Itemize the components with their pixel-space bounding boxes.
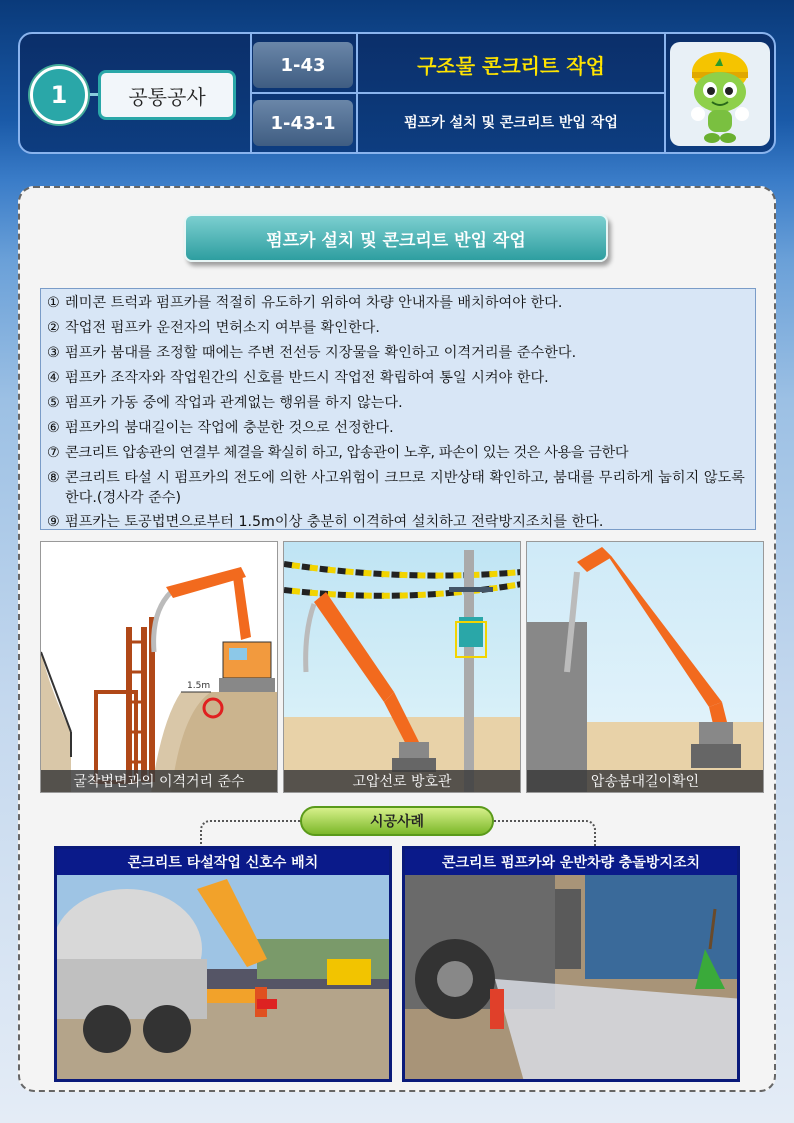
item-text: 콘크리트 타설 시 펌프카의 전도에 의한 사고위험이 크므로 지반상태 확인하고, 붐대를 무리하게 눕히지 않도록 한다.(경사각 준수) [65, 470, 745, 506]
divider [664, 34, 666, 152]
code-sub: 1-43-1 [253, 100, 353, 146]
photo-caption: 콘크리트 펌프카와 운반차량 충돌방지조치 [405, 849, 737, 875]
item-text: 콘크리트 압송관의 연결부 체결을 확실히 하고, 압송관이 노후, 파손이 있는 것은 사용을 금한다 [65, 445, 629, 461]
page-title: 구조물 콘크리트 작업 [417, 53, 605, 78]
photo-collision-prevention [402, 846, 740, 1082]
illustration-caption: 굴착법면과의 이격거리 준수 [41, 770, 277, 792]
item-text: 펌프카 조작자와 작업원간의 신호를 반드시 작업전 확립하여 통일 시켜야 한다. [65, 370, 549, 386]
item-number: ⑨ [47, 514, 60, 530]
illustration-caption: 압송붐대길이확인 [527, 770, 763, 792]
item-text: 펌프카 붐대를 조정할 때에는 주변 전선등 지장물을 확인하고 이격거리를 준수한다. [65, 345, 577, 361]
item-text: 작업전 펌프카 운전자의 면허소지 여부를 확인한다. [65, 320, 380, 336]
photo-caption: 콘크리트 타설작업 신호수 배치 [57, 849, 389, 875]
illustration-caption: 고압선로 방호관 [284, 770, 520, 792]
item-text: 펌프카는 토공법면으로부터 1.5m이상 충분히 이격하여 설치하고 전락방지조치를 한다. [65, 514, 604, 530]
list-item [47, 416, 749, 441]
connector-line [494, 820, 596, 848]
item-number: ⑤ [47, 395, 60, 411]
item-number: ② [47, 320, 60, 336]
item-number: ③ [47, 345, 60, 361]
section-title: 펌프카 설치 및 콘크리트 반입 작업 [184, 214, 608, 262]
connector-line [200, 820, 302, 848]
section-number-badge: 1 [30, 66, 88, 124]
item-text: 레미콘 트럭과 펌프카를 적절히 유도하기 위하여 차량 안내자를 배치하여야 한다. [65, 295, 563, 311]
rules-box [40, 288, 756, 530]
list-item [47, 391, 749, 416]
item-number: ① [47, 295, 60, 311]
list-item [47, 341, 749, 366]
list-item [47, 441, 749, 466]
page-subtitle: 펌프카 설치 및 콘크리트 반입 작업 [404, 115, 618, 131]
illustration-power-line [283, 541, 521, 793]
item-number: ⑧ [47, 470, 60, 486]
list-item [47, 316, 749, 341]
code-main: 1-43 [253, 42, 353, 88]
list-item [47, 366, 749, 391]
item-number: ⑦ [47, 445, 60, 461]
section-name-box: 공통공사 [98, 70, 236, 120]
list-item [47, 291, 749, 316]
photo-signalman [54, 846, 392, 1082]
illustration-boom-length [526, 541, 764, 793]
dimension-label: 1.5m [187, 681, 211, 691]
item-number: ⑥ [47, 420, 60, 436]
item-text: 펌프카 가동 중에 작업과 관계없는 행위를 하지 않는다. [65, 395, 403, 411]
list-item [47, 510, 749, 535]
mascot-image [670, 42, 770, 146]
illustration-excavation [40, 541, 278, 793]
list-item [47, 466, 749, 510]
item-number: ④ [47, 370, 60, 386]
item-text: 펌프카의 붐대길이는 작업에 충분한 것으로 선정한다. [65, 420, 394, 436]
case-label: 시공사례 [300, 806, 494, 836]
